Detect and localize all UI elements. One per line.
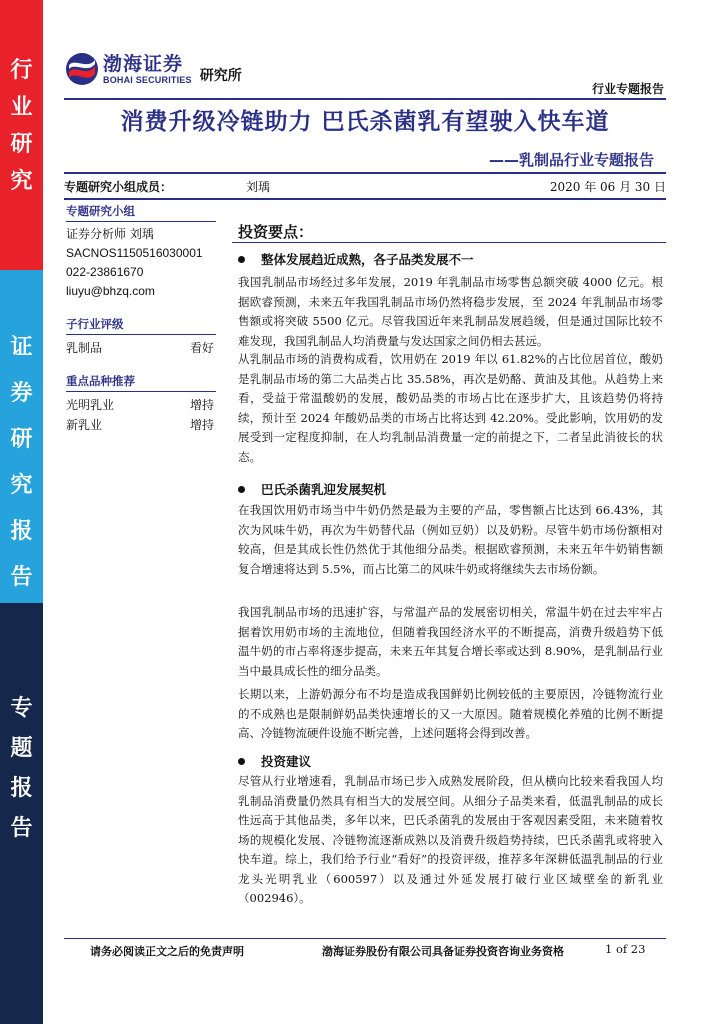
paragraph: 长期以来，上游奶源分布不均是造成我国鲜奶比例较低的主要原因，冷链物流行业的不成熟也是限制鲜奶品类快速增长的又一大原因。随着规模化养殖的比例不断提高、冷链物流硬件设施不断完善，上述问题将会得到改善。 <box>238 687 663 740</box>
sidebar-industry-research <box>0 0 43 270</box>
analyst-name: 证券分析师 刘瑀 <box>66 227 154 241</box>
divider <box>64 98 666 100</box>
stock-name: 光明乳业 <box>66 398 115 412</box>
paragraph: 从乳制品市场的消费构成看，饮用奶在 2019 年以 61.82%的占比位居首位，酸奶是乳制品市场的第二大品类占比 35.58%，再次是奶酪、黄油及其他。从趋势上来看，受益于常温酸奶的发展，酸奶品类的市场占比在逐步扩大，且该趋势仍将持续，预计至 2024 年酸奶品类的市场占比将达到 42.20%。受此影响，饮用奶的发展受到一定程度抑制，在人均乳制品消费量一定的前提之下，二者呈此消彼长的状态。 <box>238 352 663 464</box>
sidebar-char: 题 <box>10 736 33 761</box>
rating-industry: 乳制品 <box>66 341 103 355</box>
report-type: 行业专题报告 <box>591 82 664 96</box>
sidebar-char: 业 <box>10 95 33 120</box>
sidebar-char: 行 <box>10 58 33 83</box>
company-logo <box>65 52 242 86</box>
sidebar-char: 告 <box>10 565 33 590</box>
section-heading-text: 整体发展趋近成熟，各子品类发展不一 <box>261 252 474 267</box>
stocks-section-title: 重点品种推荐 <box>66 373 216 392</box>
sidebar-char: 证 <box>10 335 33 360</box>
bohai-logo-icon <box>65 52 99 86</box>
page-title: 消费升级冷链助力 巴氏杀菌乳有望驶入快车道 <box>120 109 610 135</box>
author-bar <box>64 175 666 197</box>
bullet-icon <box>238 486 245 493</box>
sidebar-char: 报 <box>10 776 33 801</box>
section-heading <box>238 250 474 268</box>
sidebar-char: 专 <box>10 696 33 721</box>
stock-row <box>66 395 216 415</box>
logo-chinese-name: 渤海证券 <box>103 53 184 75</box>
rating-value: 看好 <box>189 341 214 355</box>
sidebar-char: 券 <box>10 381 33 406</box>
phone-number: 022-23861670 <box>66 265 144 279</box>
team-section-title: 专题研究小组 <box>66 203 216 222</box>
key-points-heading: 投资要点： <box>238 223 314 241</box>
sidebar-char: 告 <box>10 816 33 841</box>
stock-row <box>66 415 216 435</box>
paragraph: 我国乳制品市场经过多年发展，2019 年乳制品市场零售总额突破 4000 亿元。根据欧睿预测，未来五年我国乳制品市场仍然将稳步发展，至 2024 年乳制品市场零售额或将突破 5500 亿元。尽管我国近年来乳制品发展趋缓，但是通过国际比较不难发现，我国乳制品人均消费量与发达国家之间仍相去甚远。 <box>238 275 663 348</box>
rating-section-title: 子行业评级 <box>66 316 216 335</box>
license-number: SACNOS1150516030001 <box>66 246 203 260</box>
team-label: 专题研究小组成员： <box>64 179 173 194</box>
sidebar-char: 研 <box>10 132 33 157</box>
page-number: 1 of 23 <box>605 942 646 956</box>
disclaimer-note: 请务必阅读正文之后的免责声明 <box>90 945 244 958</box>
logo-english-name: BOHAI SECURITIES <box>103 75 192 85</box>
sidebar-char: 究 <box>10 473 33 498</box>
paragraph: 尽管从行业增速看，乳制品市场已步入成熟发展阶段，但从横向比较来看我国人均乳制品消费量仍然具有相当大的发展空间。从细分子品类来看，低温乳制品的成长性远高于其他品类，多年以来，巴氏杀菌乳的发展由于客观因素受阻，未来随着牧场的规模化发展、冷链物流逐渐成熟以及消费升级趋势持续，巴氏杀菌乳或将驶入快车道。综上，我们给予行业“看好”的投资评级，推荐多年深耕低温乳制品的行业龙头光明乳业（600597）以及通过外延发展打破行业区域壁垒的新乳业（002946）。 <box>238 774 663 905</box>
divider <box>64 172 666 174</box>
stock-rating: 增持 <box>189 398 214 412</box>
institute-label: 研究所 <box>199 68 242 84</box>
paragraph: 在我国饮用奶市场当中牛奶仍然是最为主要的产品，零售额占比达到 66.43%，其次为风味牛奶，再次为牛奶替代品（例如豆奶）以及奶粉。尽管牛奶市场份额相对较高，但是其成长性仍然优于其他细分品类。根据欧睿预测，未来五年牛奶销售额复合增速将达到 5.5%，而占比第二的风味牛奶或将继续失去市场份额。 <box>238 503 663 576</box>
sidebar-char: 究 <box>10 169 33 194</box>
email-link[interactable]: liuyu@bhzq.com <box>66 284 155 298</box>
page-subtitle: ——乳制品行业专题报告 <box>488 151 654 169</box>
stock-name: 新乳业 <box>66 418 103 432</box>
stock-rating: 增持 <box>189 418 214 432</box>
rating-row <box>66 338 216 358</box>
section-heading <box>238 752 311 770</box>
divider <box>64 938 666 939</box>
bullet-icon <box>238 256 245 263</box>
sidebar-char: 报 <box>10 519 33 544</box>
left-info-panel <box>66 203 216 435</box>
bullet-icon <box>238 758 245 765</box>
section-heading-text: 巴氏杀菌乳迎发展契机 <box>261 482 387 497</box>
sidebar-securities-report <box>0 270 43 603</box>
paragraph: 我国乳制品市场的迅速扩容，与常温产品的发展密切相关，常温牛奶在过去牢牢占据着饮用奶市场的主流地位，但随着我国经济水平的不断提高，消费升级趋势下低温牛奶的市占率将逐步提高，未来五年其复合增长率或达到 8.90%，是乳制品行业当中最具成长性的细分品类。 <box>238 605 663 678</box>
divider <box>232 242 666 243</box>
report-date: 2020 年 06 月 30 日 <box>549 179 666 194</box>
section-heading-text: 投资建议 <box>261 754 312 769</box>
sidebar-special-report <box>0 603 43 1024</box>
author-name: 刘瑀 <box>246 179 271 194</box>
section-heading <box>238 480 386 498</box>
divider <box>64 198 666 200</box>
qualification-note: 渤海证券股份有限公司具备证券投资咨询业务资格 <box>322 945 564 958</box>
sidebar-char: 研 <box>10 427 33 452</box>
